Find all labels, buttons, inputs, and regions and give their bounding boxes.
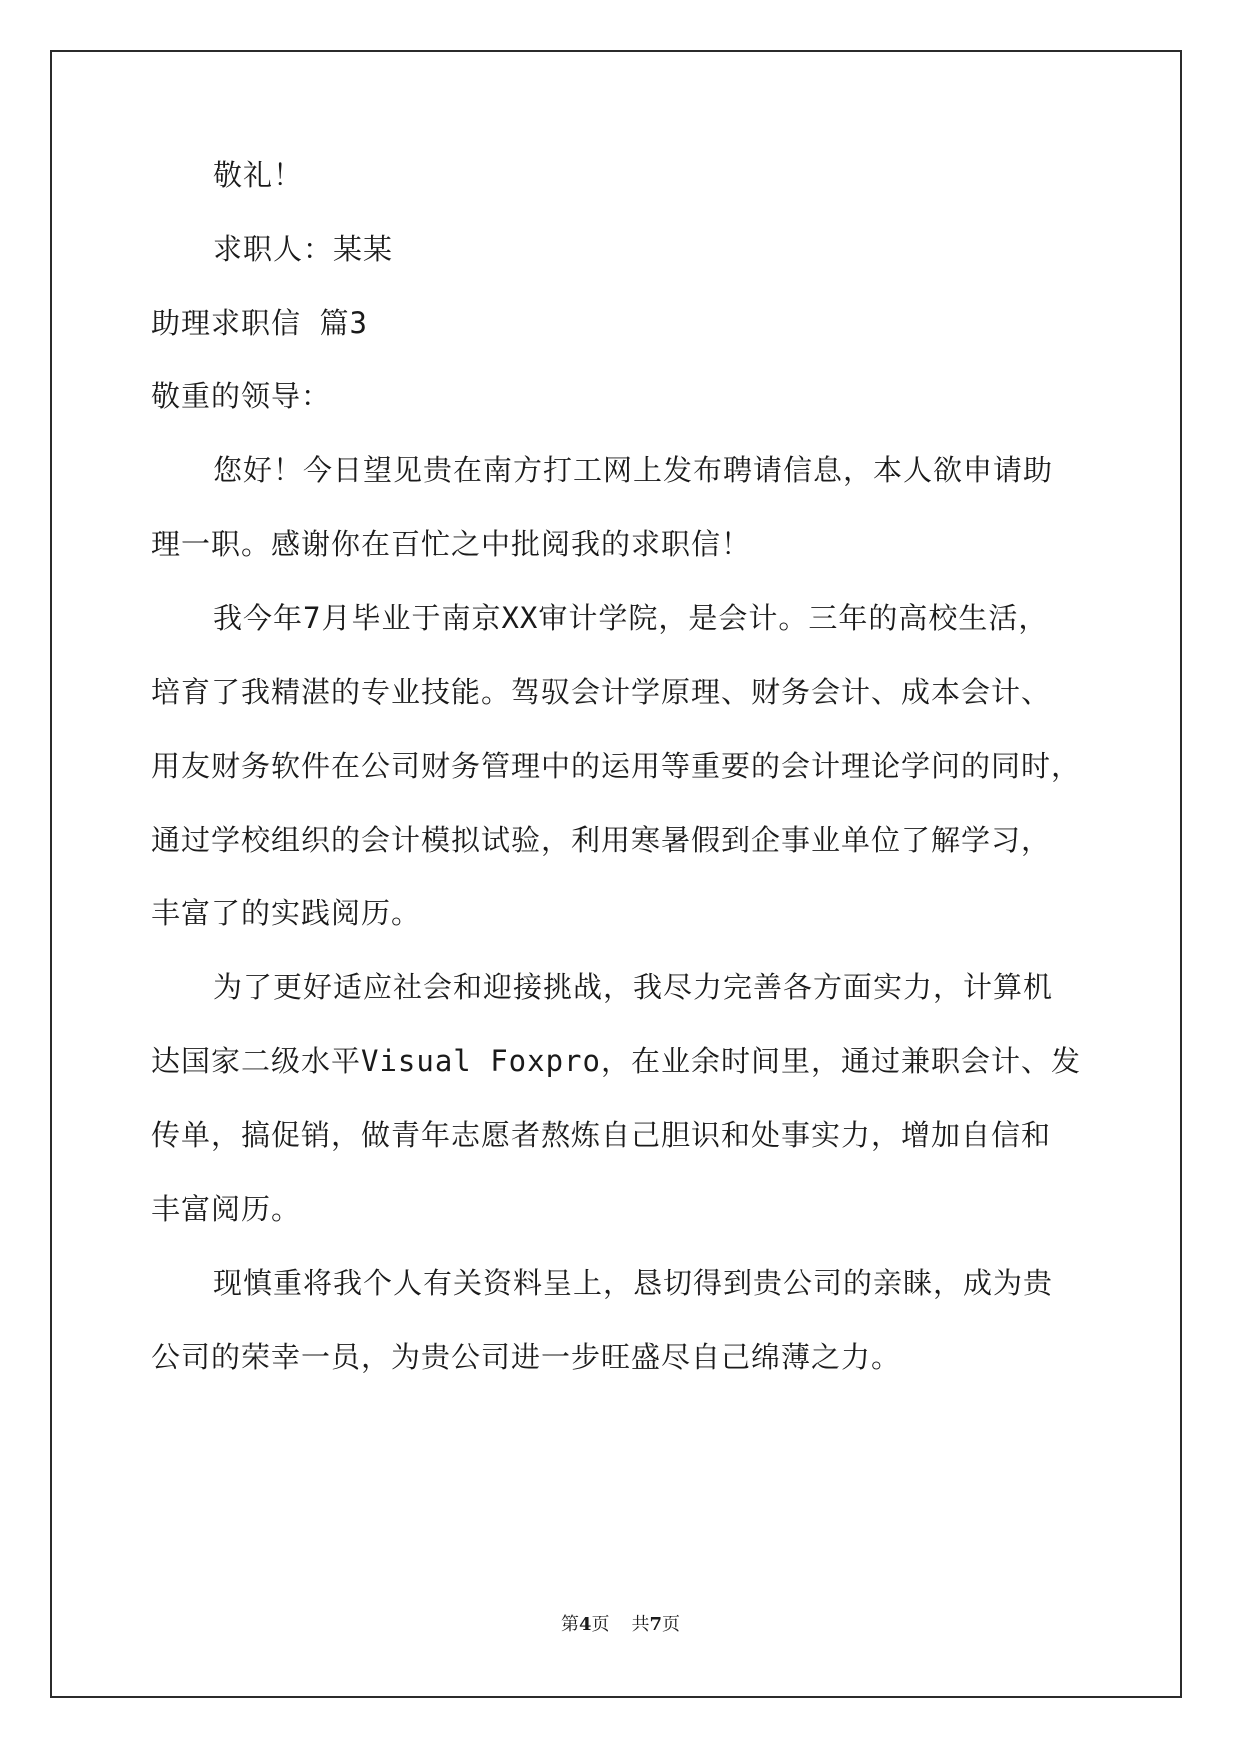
footer-total-prefix: 共 <box>631 1614 650 1635</box>
section-heading: 助理求职信 篇3 <box>151 306 368 340</box>
paragraph-line: 用友财务软件在公司财务管理中的运用等重要的会计理论学问的同时， <box>151 749 1082 783</box>
page-footer <box>0 1613 1241 1637</box>
footer-prefix: 第 <box>560 1614 579 1635</box>
paragraph-line: 丰富了的实践阅历。 <box>151 896 422 930</box>
footer-total-pages: 7 <box>649 1614 663 1635</box>
closing-salutation: 敬礼！ <box>213 158 304 192</box>
page-border <box>50 50 1182 1698</box>
footer-total-unit: 页 <box>662 1614 681 1635</box>
paragraph-line: 公司的荣幸一员，为贵公司进一步旺盛尽自己绵薄之力。 <box>151 1340 902 1374</box>
paragraph-line: 您好！今日望见贵在南方打工网上发布聘请信息，本人欲申请助 <box>213 453 1054 487</box>
paragraph-line: 达国家二级水平Visual Foxpro，在业余时间里，通过兼职会计、发 <box>151 1044 1081 1078</box>
footer-page-unit: 页 <box>591 1614 610 1635</box>
paragraph-line: 培育了我精湛的专业技能。驾驭会计学原理、财务会计、成本会计、 <box>151 675 1052 709</box>
paragraph-line: 通过学校组织的会计模拟试验，利用寒暑假到企事业单位了解学习， <box>151 823 1052 857</box>
greeting-line: 敬重的领导： <box>151 379 332 413</box>
paragraph-line: 理一职。感谢你在百忙之中批阅我的求职信！ <box>151 527 752 561</box>
paragraph-line: 丰富阅历。 <box>151 1192 302 1226</box>
paragraph-line: 我今年7月毕业于南京XX审计学院，是会计。三年的高校生活， <box>213 601 1049 635</box>
paragraph-line: 传单，搞促销，做青年志愿者熬炼自己胆识和处事实力，增加自信和 <box>151 1118 1052 1152</box>
paragraph-line: 为了更好适应社会和迎接挑战，我尽力完善各方面实力，计算机 <box>213 970 1054 1004</box>
signature-line: 求职人：某某 <box>213 232 394 266</box>
paragraph-line: 现慎重将我个人有关资料呈上，恳切得到贵公司的亲睐，成为贵 <box>213 1266 1054 1300</box>
footer-page-number: 4 <box>578 1614 592 1635</box>
